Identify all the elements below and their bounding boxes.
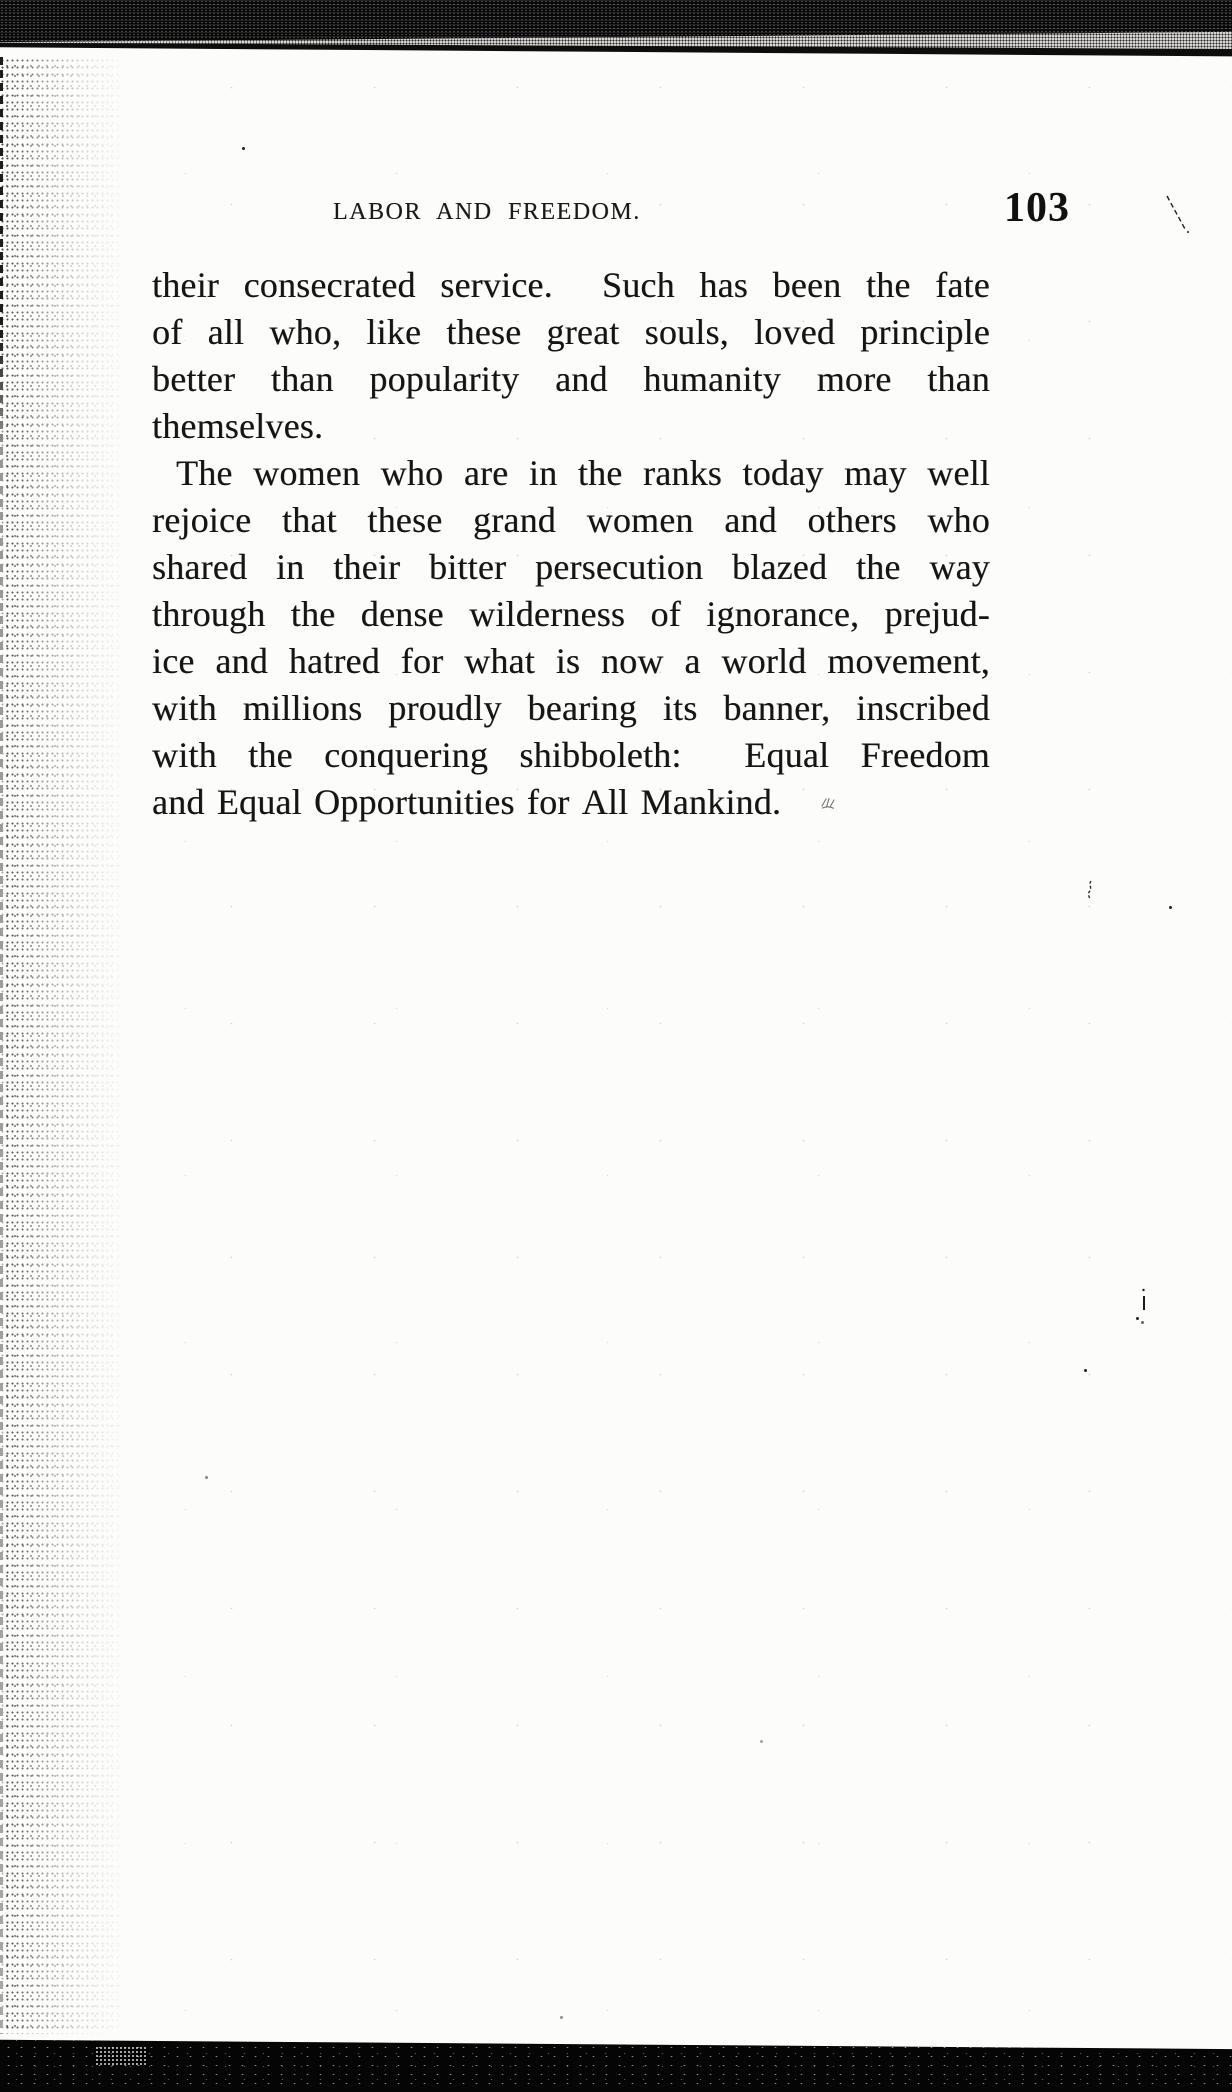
paragraph [152, 450, 990, 826]
text-line: The women who are in the ranks today may well [176, 453, 990, 493]
gutter-fade [0, 57, 150, 2034]
scan-scratch-top-right [1163, 193, 1195, 235]
scan-edge-bottom-black [0, 2034, 1232, 2092]
scan-speck [1169, 906, 1172, 909]
scan-edge-bottom-speckle [95, 2046, 147, 2066]
running-header: LABOR AND FREEDOM. [333, 199, 641, 225]
scan-speck [1084, 1369, 1087, 1372]
scan-tick-right [1141, 1288, 1149, 1312]
scan-speck [1136, 1317, 1139, 1320]
page-number: 103 [1004, 185, 1070, 231]
text-line: with the conquering shibboleth: Equal Freedom [152, 735, 990, 775]
text-line: through the dense wilderness of ignorance, prejud- [152, 594, 990, 634]
printer-ornament-icon [819, 796, 837, 810]
scan-speck [242, 147, 245, 150]
text-line: and Equal Opportunities for All Mankind. [152, 779, 990, 826]
scan-edge-top [0, 0, 1232, 57]
scan-edge-bottom [0, 2034, 1232, 2092]
scan-speck [205, 1476, 208, 1479]
paragraph [152, 262, 990, 450]
text-line: with millions proudly bearing its banner, inscribed [152, 688, 990, 728]
scan-speck [560, 2016, 563, 2019]
text-line: shared in their bitter persecution blazed the way [152, 547, 990, 587]
page-edge-line [0, 57, 5, 2034]
text-line: better than popularity and humanity more than [152, 359, 990, 399]
text-line: themselves. [152, 406, 324, 446]
scan-speck [1141, 1321, 1144, 1324]
text-line: their consecrated service. Such has been the fate [152, 265, 990, 305]
text-line: of all who, like these great souls, loved principle [152, 312, 990, 352]
text-line: rejoice that these grand women and others who [152, 500, 990, 540]
page-gutter-shadow [0, 57, 150, 2034]
scan-speck [760, 1740, 763, 1743]
page-edge-fade [0, 57, 5, 2034]
scan-squiggle-right [1085, 880, 1095, 900]
text-block [152, 262, 990, 826]
text-line: ice and hatred for what is now a world movement, [152, 641, 990, 681]
